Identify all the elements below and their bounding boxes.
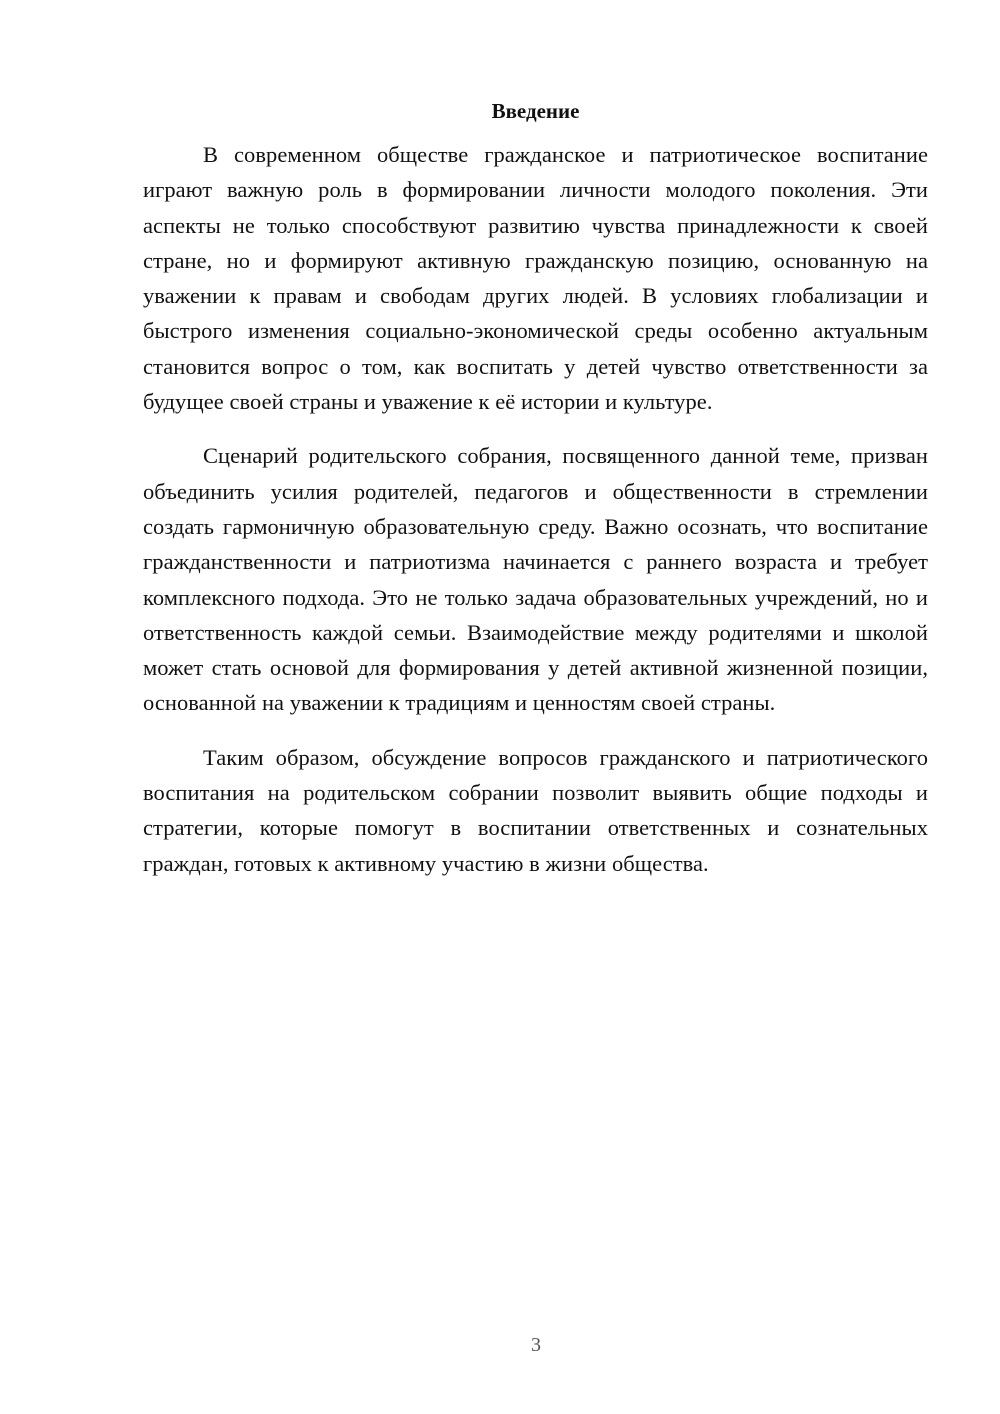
paragraph-3: Таким образом, обсуждение вопросов гражданского и патриотического воспитания на родительском собрании позволит выявить общие подходы и стратегии, которые помогут в воспитании ответственных и сознательных граждан, готовых к активному участию в жизни общества.: [143, 744, 928, 876]
section-title: Введение: [491, 99, 580, 123]
page-number: 3: [531, 1334, 541, 1356]
paragraph-1: В современном обществе гражданское и патриотическое воспитание играют важную роль в формировании личности молодого поколения. Эти аспекты не только способствуют развитию чувства принадлежности к своей стране, но и формируют активную гражданскую позицию, основанную на уважении к правам и свободам других людей. В условиях глобализации и быстрого изменения социально-экономической среды особенно актуальным становится вопрос о том, как воспитать у детей чувство ответственности за будущее своей страны и уважение к её истории и культуре.: [143, 142, 928, 415]
paragraph-2: Сценарий родительского собрания, посвященного данной теме, призван объединить усилия родителей, педагогов и общественности в стремлении создать гармоничную образовательную среду. Важно осознать, что воспитание гражданственности и патриотизма начинается с раннего возраста и требует комплексного подхода. Это не только задача образовательных учреждений, но и ответственность каждой семьи. Взаимодействие между родителями и школой может стать основой для формирования у детей активной жизненной позиции, основанной на уважении к традициям и ценностям своей страны.: [143, 443, 928, 716]
page-content: [143, 96, 928, 900]
